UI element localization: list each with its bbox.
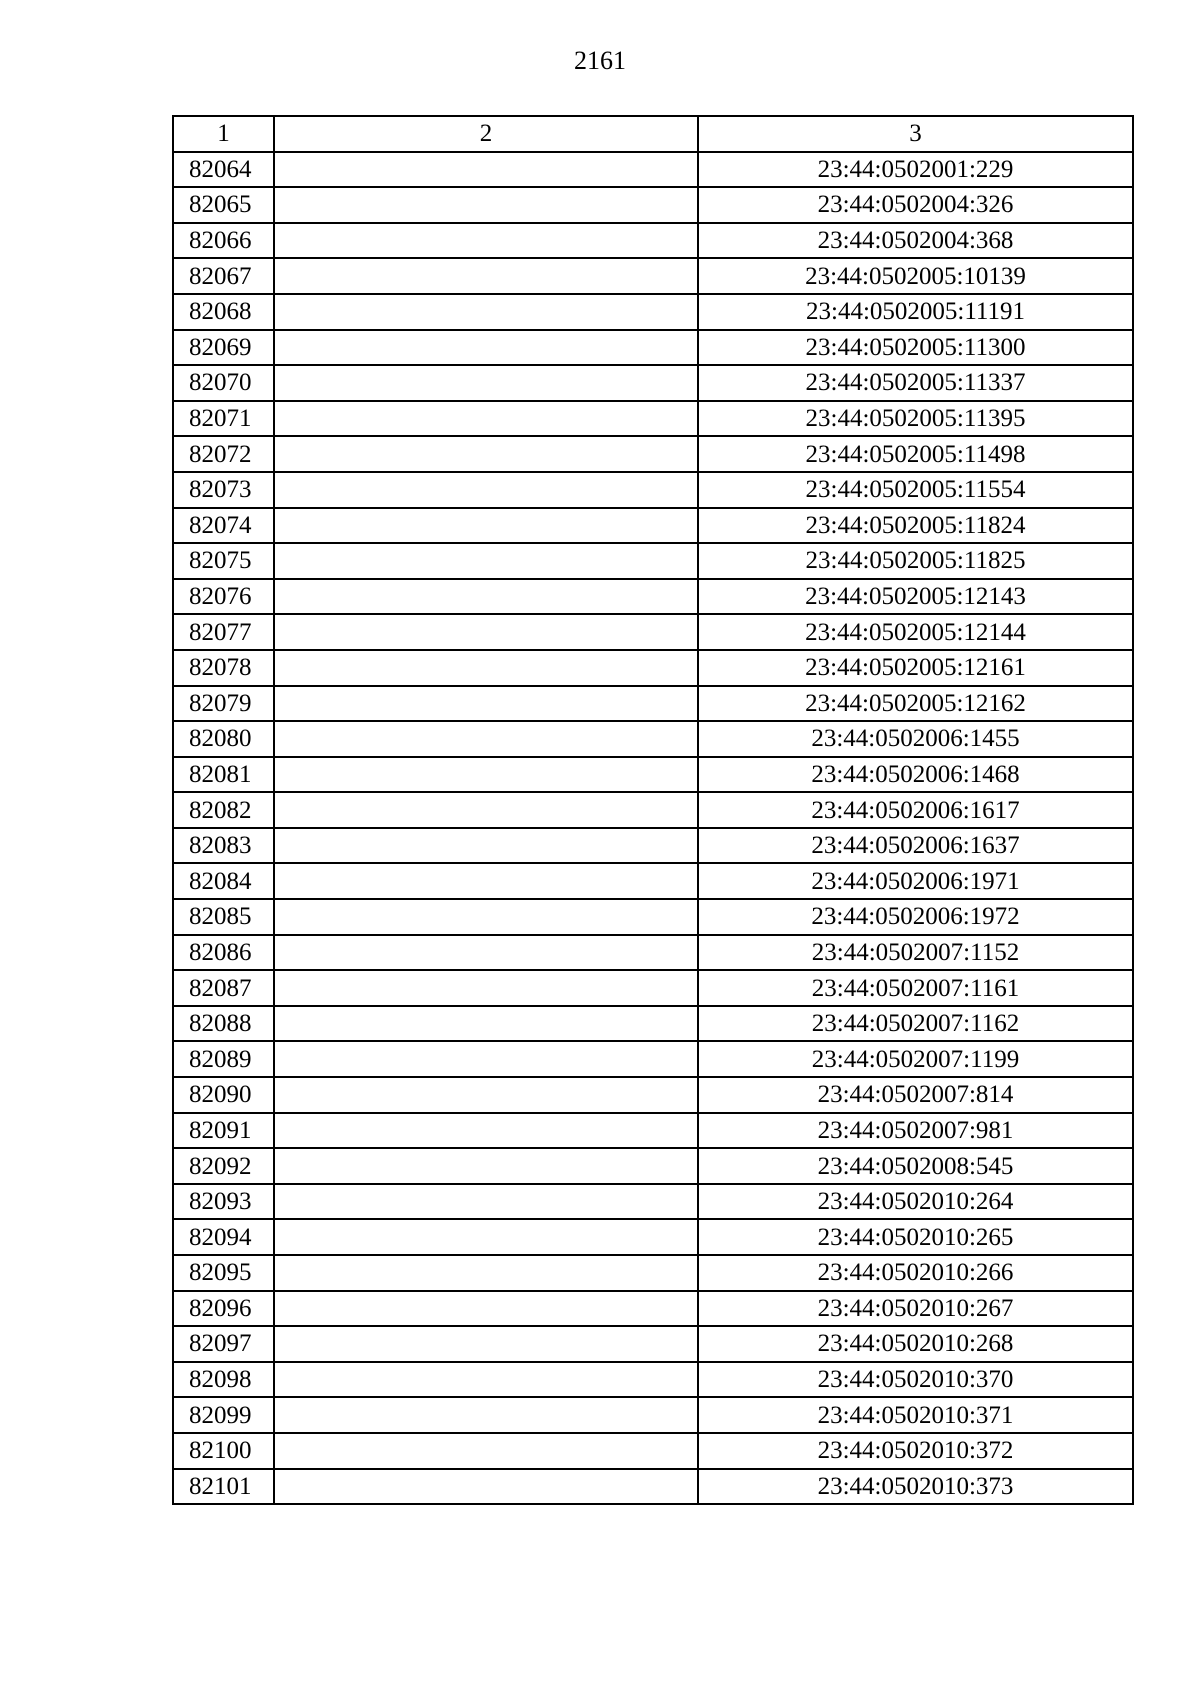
cadastral-number-cell: 23:44:0502005:12143 — [698, 579, 1133, 615]
cadastral-number-cell: 23:44:0502007:1199 — [698, 1041, 1133, 1077]
cadastral-number-cell: 23:44:0502010:265 — [698, 1219, 1133, 1255]
row-description-cell — [274, 828, 698, 864]
registry-table — [172, 115, 1134, 1505]
cadastral-number-cell: 23:44:0502005:11337 — [698, 365, 1133, 401]
row-number-cell: 82067 — [173, 258, 274, 294]
cadastral-number-cell: 23:44:0502008:545 — [698, 1148, 1133, 1184]
table-row — [173, 258, 1133, 294]
cadastral-number-cell: 23:44:0502006:1972 — [698, 899, 1133, 935]
row-description-cell — [274, 436, 698, 472]
table-row — [173, 152, 1133, 188]
row-number-cell: 82090 — [173, 1077, 274, 1113]
row-number-cell: 82101 — [173, 1469, 274, 1505]
row-number-cell: 82071 — [173, 401, 274, 437]
row-number-cell: 82076 — [173, 579, 274, 615]
table-row — [173, 1006, 1133, 1042]
row-description-cell — [274, 401, 698, 437]
row-description-cell — [274, 899, 698, 935]
cadastral-number-cell: 23:44:0502006:1617 — [698, 792, 1133, 828]
cadastral-number-cell: 23:44:0502004:326 — [698, 187, 1133, 223]
row-number-cell: 82100 — [173, 1433, 274, 1469]
row-description-cell — [274, 1362, 698, 1398]
table-row — [173, 1184, 1133, 1220]
cadastral-number-cell: 23:44:0502004:368 — [698, 223, 1133, 259]
cadastral-number-cell: 23:44:0502010:370 — [698, 1362, 1133, 1398]
column-header-3: 3 — [698, 116, 1133, 152]
row-number-cell: 82081 — [173, 757, 274, 793]
table-row — [173, 614, 1133, 650]
row-description-cell — [274, 1469, 698, 1505]
table-row — [173, 1291, 1133, 1327]
cadastral-number-cell: 23:44:0502006:1455 — [698, 721, 1133, 757]
cadastral-number-cell: 23:44:0502010:268 — [698, 1326, 1133, 1362]
row-number-cell: 82072 — [173, 436, 274, 472]
table-row — [173, 294, 1133, 330]
row-description-cell — [274, 223, 698, 259]
cadastral-number-cell: 23:44:0502005:11300 — [698, 330, 1133, 366]
row-description-cell — [274, 686, 698, 722]
row-number-cell: 82066 — [173, 223, 274, 259]
cadastral-number-cell: 23:44:0502007:1161 — [698, 970, 1133, 1006]
cadastral-number-cell: 23:44:0502005:12144 — [698, 614, 1133, 650]
row-description-cell — [274, 1184, 698, 1220]
row-number-cell: 82078 — [173, 650, 274, 686]
row-number-cell: 82084 — [173, 863, 274, 899]
row-description-cell — [274, 757, 698, 793]
table-row — [173, 401, 1133, 437]
table-row — [173, 970, 1133, 1006]
row-description-cell — [274, 1397, 698, 1433]
row-description-cell — [274, 1219, 698, 1255]
table-row — [173, 863, 1133, 899]
cadastral-number-cell: 23:44:0502005:11395 — [698, 401, 1133, 437]
row-number-cell: 82065 — [173, 187, 274, 223]
row-description-cell — [274, 187, 698, 223]
row-number-cell: 82080 — [173, 721, 274, 757]
table-row — [173, 899, 1133, 935]
row-description-cell — [274, 1113, 698, 1149]
row-description-cell — [274, 294, 698, 330]
cadastral-number-cell: 23:44:0502007:1152 — [698, 935, 1133, 971]
table-row — [173, 757, 1133, 793]
row-description-cell — [274, 152, 698, 188]
table-row — [173, 330, 1133, 366]
cadastral-number-cell: 23:44:0502006:1637 — [698, 828, 1133, 864]
column-header-2: 2 — [274, 116, 698, 152]
table-row — [173, 935, 1133, 971]
row-number-cell: 82089 — [173, 1041, 274, 1077]
row-description-cell — [274, 1041, 698, 1077]
cadastral-number-cell: 23:44:0502010:373 — [698, 1469, 1133, 1505]
table-body — [173, 152, 1133, 1505]
row-description-cell — [274, 614, 698, 650]
cadastral-number-cell: 23:44:0502007:1162 — [698, 1006, 1133, 1042]
table-row — [173, 472, 1133, 508]
table-row — [173, 1362, 1133, 1398]
table-row — [173, 579, 1133, 615]
row-number-cell: 82086 — [173, 935, 274, 971]
cadastral-number-cell: 23:44:0502005:12161 — [698, 650, 1133, 686]
row-description-cell — [274, 508, 698, 544]
row-description-cell — [274, 970, 698, 1006]
cadastral-number-cell: 23:44:0502010:267 — [698, 1291, 1133, 1327]
cadastral-number-cell: 23:44:0502005:11824 — [698, 508, 1133, 544]
row-description-cell — [274, 1077, 698, 1113]
row-number-cell: 82075 — [173, 543, 274, 579]
table-row — [173, 508, 1133, 544]
cadastral-number-cell: 23:44:0502005:12162 — [698, 686, 1133, 722]
table-row — [173, 1326, 1133, 1362]
table-row — [173, 1148, 1133, 1184]
cadastral-number-cell: 23:44:0502001:229 — [698, 152, 1133, 188]
row-number-cell: 82074 — [173, 508, 274, 544]
table-row — [173, 365, 1133, 401]
row-number-cell: 82079 — [173, 686, 274, 722]
table-row — [173, 436, 1133, 472]
table-row — [173, 792, 1133, 828]
page-number: 2161 — [574, 46, 626, 75]
row-number-cell: 82091 — [173, 1113, 274, 1149]
row-number-cell: 82083 — [173, 828, 274, 864]
row-description-cell — [274, 1148, 698, 1184]
row-number-cell: 82077 — [173, 614, 274, 650]
table-row — [173, 828, 1133, 864]
row-description-cell — [274, 863, 698, 899]
row-description-cell — [274, 543, 698, 579]
row-number-cell: 82073 — [173, 472, 274, 508]
table-row — [173, 223, 1133, 259]
row-description-cell — [274, 792, 698, 828]
table-row — [173, 1041, 1133, 1077]
table-row — [173, 543, 1133, 579]
cadastral-number-cell: 23:44:0502006:1971 — [698, 863, 1133, 899]
table-row — [173, 1433, 1133, 1469]
cadastral-number-cell: 23:44:0502010:371 — [698, 1397, 1133, 1433]
row-number-cell: 82094 — [173, 1219, 274, 1255]
table-row — [173, 686, 1133, 722]
row-number-cell: 82069 — [173, 330, 274, 366]
row-description-cell — [274, 472, 698, 508]
row-number-cell: 82088 — [173, 1006, 274, 1042]
row-number-cell: 82097 — [173, 1326, 274, 1362]
row-number-cell: 82064 — [173, 152, 274, 188]
row-number-cell: 82068 — [173, 294, 274, 330]
cadastral-number-cell: 23:44:0502005:11554 — [698, 472, 1133, 508]
row-number-cell: 82092 — [173, 1148, 274, 1184]
table-row — [173, 721, 1133, 757]
row-description-cell — [274, 1433, 698, 1469]
row-number-cell: 82070 — [173, 365, 274, 401]
row-description-cell — [274, 935, 698, 971]
row-description-cell — [274, 365, 698, 401]
cadastral-number-cell: 23:44:0502007:981 — [698, 1113, 1133, 1149]
table-header-row — [173, 116, 1133, 152]
cadastral-number-cell: 23:44:0502005:11498 — [698, 436, 1133, 472]
row-description-cell — [274, 721, 698, 757]
row-number-cell: 82093 — [173, 1184, 274, 1220]
table-row — [173, 187, 1133, 223]
cadastral-number-cell: 23:44:0502005:10139 — [698, 258, 1133, 294]
row-number-cell: 82087 — [173, 970, 274, 1006]
table-row — [173, 1469, 1133, 1505]
row-description-cell — [274, 650, 698, 686]
row-number-cell: 82095 — [173, 1255, 274, 1291]
row-description-cell — [274, 1006, 698, 1042]
row-number-cell: 82096 — [173, 1291, 274, 1327]
column-header-1: 1 — [173, 116, 274, 152]
cadastral-number-cell: 23:44:0502010:372 — [698, 1433, 1133, 1469]
table-row — [173, 1077, 1133, 1113]
row-description-cell — [274, 579, 698, 615]
table-row — [173, 1397, 1133, 1433]
cadastral-number-cell: 23:44:0502006:1468 — [698, 757, 1133, 793]
row-number-cell: 82085 — [173, 899, 274, 935]
row-number-cell: 82082 — [173, 792, 274, 828]
row-number-cell: 82099 — [173, 1397, 274, 1433]
cadastral-number-cell: 23:44:0502005:11825 — [698, 543, 1133, 579]
table-row — [173, 1255, 1133, 1291]
table-row — [173, 1113, 1133, 1149]
cadastral-number-cell: 23:44:0502005:11191 — [698, 294, 1133, 330]
row-description-cell — [274, 330, 698, 366]
row-description-cell — [274, 1326, 698, 1362]
table-row — [173, 650, 1133, 686]
row-number-cell: 82098 — [173, 1362, 274, 1398]
row-description-cell — [274, 1291, 698, 1327]
cadastral-number-cell: 23:44:0502007:814 — [698, 1077, 1133, 1113]
row-description-cell — [274, 1255, 698, 1291]
cadastral-number-cell: 23:44:0502010:266 — [698, 1255, 1133, 1291]
table-row — [173, 1219, 1133, 1255]
row-description-cell — [274, 258, 698, 294]
cadastral-number-cell: 23:44:0502010:264 — [698, 1184, 1133, 1220]
